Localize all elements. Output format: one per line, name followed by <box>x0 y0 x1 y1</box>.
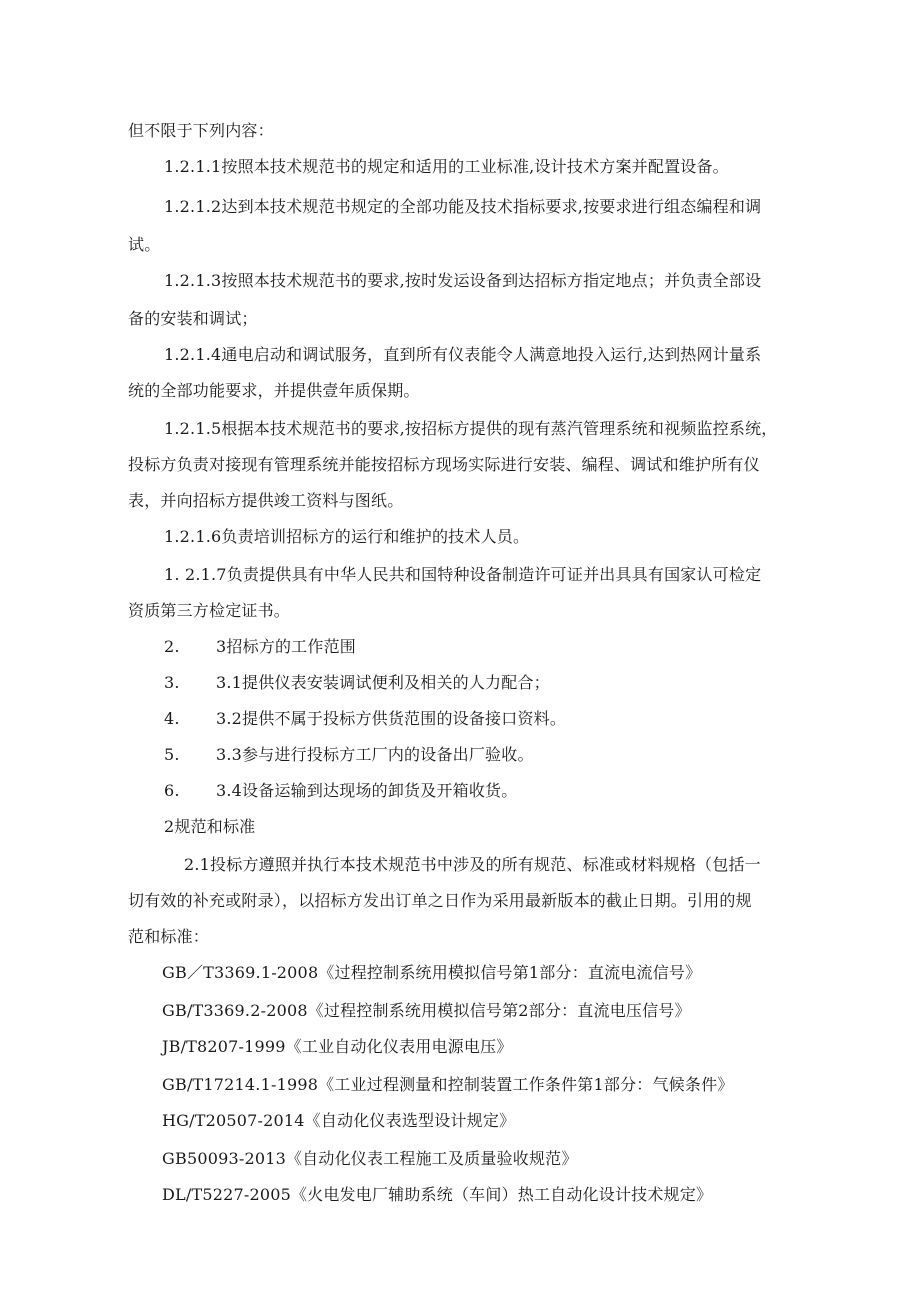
standard-reference: GB50093-2013《自动化仪表工程施工及质量验收规范》 <box>162 1149 578 1168</box>
list-number: 4. <box>164 709 180 728</box>
standard-reference: DL/T5227-2005《火电发电厂辅助系统（车间）热工自动化设计技术规定》 <box>162 1185 713 1204</box>
text-line: 投标方负责对接现有管理系统并能按招标方现场实际进行安装、编程、调试和维护所有仪 <box>128 455 760 474</box>
text-line: 切有效的补充或附录），以招标方发出订单之日作为采用最新版本的截止日期。引用的规 <box>128 891 752 910</box>
standard-reference: JB/T8207-1999《工业自动化仪表用电源电压》 <box>162 1037 513 1056</box>
list-text: 3.2提供不属于投标方供货范围的设备接口资料。 <box>216 709 567 728</box>
text-line: 1.2.1.1按照本技术规范书的规定和适用的工业标准,设计技术方案并配置设备。 <box>164 157 729 176</box>
standard-reference: GB/T17214.1-1998《工业过程测量和控制装置工作条件第1部分：气候条件》 <box>162 1075 734 1094</box>
list-item <box>164 709 566 729</box>
text-line: 1. 2.1.7负责提供具有中华人民共和国特种设备制造许可证并出具具有国家认可检定 <box>164 565 762 584</box>
list-text: 3.1提供仪表安装调试便利及相关的人力配合； <box>216 673 550 692</box>
text-line: 备的安装和调试； <box>128 309 258 328</box>
standard-reference: GB/T3369.2-2008《过程控制系统用模拟信号第2部分：直流电压信号》 <box>162 1001 691 1020</box>
text-line: 统的全部功能要求，并提供壹年质保期。 <box>128 381 420 400</box>
standard-reference: GB／T3369.1-2008《过程控制系统用模拟信号第1部分：直流电流信号》 <box>162 963 702 982</box>
list-number: 6. <box>164 781 180 800</box>
list-text: 3招标方的工作范围 <box>216 637 356 656</box>
text-line: 但不限于下列内容： <box>128 121 274 140</box>
list-number: 5. <box>164 745 180 764</box>
list-item <box>164 781 517 801</box>
text-line: 表，并向招标方提供竣工资料与图纸。 <box>128 491 404 510</box>
text-line: 1.2.1.3按照本技术规范书的要求,按时发运设备到达招标方指定地点；并负责全部设 <box>164 271 762 290</box>
text-line: 1.2.1.6负责培训招标方的运行和维护的技术人员。 <box>164 527 530 546</box>
text-line: 资质第三方检定证书。 <box>128 601 291 620</box>
list-text: 3.3参与进行投标方工厂内的设备出厂验收。 <box>216 745 534 764</box>
text-line: 1.2.1.5根据本技术规范书的要求,按招标方提供的现有蒸汽管理系统和视频监控系统， <box>164 419 778 438</box>
list-item <box>164 745 534 765</box>
text-line: 1.2.1.2达到本技术规范书规定的全部功能及技术指标要求,按要求进行组态编程和调 <box>164 197 762 216</box>
list-item <box>164 637 356 657</box>
section-heading: 2规范和标准 <box>164 817 256 836</box>
text-line: 试。 <box>128 235 161 254</box>
standard-reference: HG/T20507-2014《自动化仪表选型设计规定》 <box>162 1111 516 1130</box>
text-line: 1.2.1.4通电启动和调试服务，直到所有仪表能令人满意地投入运行,达到热网计量系 <box>164 345 762 364</box>
list-text: 3.4设备运输到达现场的卸货及开箱收货。 <box>216 781 518 800</box>
list-item <box>164 673 550 693</box>
list-number: 2. <box>164 637 180 656</box>
text-line: 2.1投标方遵照并执行本技术规范书中涉及的所有规范、标准或材料规格（包括一 <box>184 855 761 874</box>
text-line: 范和标准： <box>128 927 210 946</box>
list-number: 3. <box>164 673 180 692</box>
